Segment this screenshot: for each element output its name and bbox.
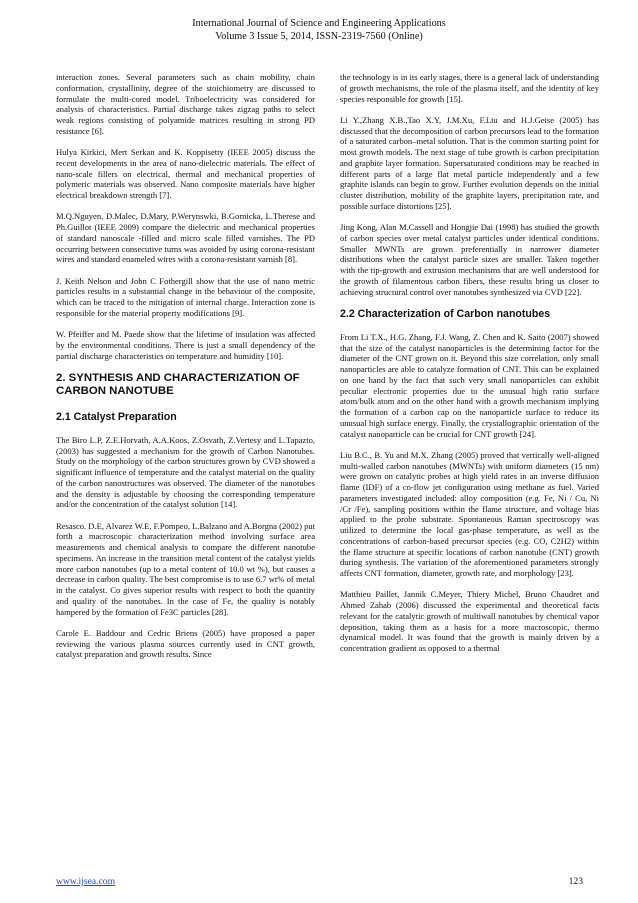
subsection-heading: 2.1 Catalyst Preparation xyxy=(56,410,177,423)
paragraph: the technology is in its early stages, there is a general lack of understanding of growth mechanisms, the role of the plasma itself, and the identity of key species responsible for growth [15]. xyxy=(340,72,599,104)
subsection-heading: 2.2 Characterization of Carbon nanotubes xyxy=(340,307,551,320)
page-number: 123 xyxy=(568,876,583,887)
paragraph: The Biro L.P, Z.E.Horvath, A.A.Koos, Z.Osvath, Z.Vertesy and L.Tapazto, (2003) has suggested a mechanism for the growth of Carbon Nanotubes. Study on the morphology of the carbon structures grown by CVD showed a significant influence of temperature and the catalyst material on the quality of the carbon nanostructures was observed. The diameter of the nanotubes and the density is adjustable by choosing the corresponding temperature and/or the concentration of the catalyst solution [14]. xyxy=(56,434,315,510)
journal-title: International Journal of Science and Engineering Applications xyxy=(192,18,446,29)
left-column xyxy=(56,72,315,671)
paragraph: J. Keith Nelson and John C Fothergill show that the use of nano metric particles results in a substantial change in the behaviour of the composite, which can be traced to the mitigation of internal charge. Interaction zone is responsible for the material property modifications [9]. xyxy=(56,275,315,318)
journal-issue: Volume 3 Issue 5, 2014, ISSN-2319-7560 (Online) xyxy=(215,31,423,42)
paragraph: Resasco. D.E, Alvarez W.E, F.Pompeo, L.Balzano and A.Borgna (2002) put forth a macroscopic characterization method involving surface area measurements and chemical analysis to compare the different nanotube specimens. An increase in the transition metal content of the catalyst yields more carbon nanotubes (up to a metal content of 10.0 wt %), but causes a decrease in carbon quality. The best compromise is to use 6.7 wt% of metal in the catalyst. Co gives superior results with respect to both the quantity and quality of the nanotubes. In the case of Fe, the quality is notably hampered by the formation of Fe3C particles [28]. xyxy=(56,520,315,617)
paragraph: Li Y.,Zhang X.B.,Tao X.Y, J.M.Xu, F.Liu and H.J.Geise (2005) has discussed that the decomposition of carbon precursors lead to the formation of a saturated carbon–metal solution. That is the common starting point for most growth models. The next stage of tube growth is carbon precipitation and graphite layer formation. Supersaturated conditions may be reached in different parts of a large flat metal particle independently and a few graphite islands can begin to grow. Further evolution depends on the initial cluster distribution, mobility of the graphite layers, precipitation rate, and possible surface distortions [25]. xyxy=(340,114,599,211)
journal-url-link[interactable]: www.ijsea.com xyxy=(56,876,116,887)
paragraph: Jing Kong, Alan M.Cassell and Hongjie Dai (1998) has studied the growth of carbon species over metal catalyst particles under identical conditions. Smaller MWNTs are grown preferentially in narrower diameter distributions when the catalyst particle sizes are smaller. Taken together with the tip-growth and extrusion mechanisms that are well understood for the growth of filamentous carbon fibers, these results bring us closer to achieving structural control over nanotubes synthesized via CVD [22]. xyxy=(340,222,599,297)
paragraph: W. Pfeiffer and M. Paede show that the lifetime of insulation was affected by the environmental conditions. There is just a small dependency of the partial discharge characteristics on temperature and humidity [10]. xyxy=(56,329,315,361)
page-header xyxy=(0,17,638,43)
paragraph: From Li T.X., H.G. Zhang, F.J. Wang, Z. Chen and K. Saito (2007) showed that the size of the catalyst nanoparticles is the determining factor for the diameter of the CNT grown on it. Beyond this size correlation, only small nanoparticles are able to catalyze formation of CNT. This can be explained on one hand by the fact that such very small nanoparticles can exhibit peculiar electronic properties due to the unusual high ratio surface atom/bulk atom and on the other hand with a growth mechanism implying the formation of a carbon cap on the nanoparticle surface to reduce its unusual high surface energy. Finally, the crystallographic orientation of the catalyst nanoparticle can be crucial for CNT growth [24]. xyxy=(340,331,599,439)
paragraph: Hulya Kirkici, Mert Serkan and K. Koppisetty (IEEE 2005) discuss the recent developments in the area of nano-dielectric materials. The effect of nano-scale fillers on electrical, thermal and mechanical properties of polymeric materials was observed. Nano composite materials have higher electrical breakdown strength [7]. xyxy=(56,147,315,200)
paragraph: Carole E. Baddour and Cedric Briens (2005) have proposed a paper reviewing the various plasma sources currently used in CNT growth, catalyst preparation and growth results. Since xyxy=(56,627,315,660)
page-footer xyxy=(56,876,583,887)
paragraph: interaction zones. Several parameters such as chain mobility, chain conformation, crystallinity, degree of the stoichiometry are discussed to formulate the multi-cored model. Triboelectricity was considered for analysis of characteristics. Partial discharge takes zigzag paths to select weak regions consisting of polyamide matrices resulting in strong PD resistance [6]. xyxy=(56,72,315,136)
paragraph: Matthieu Paillet, Jannik C.Meyer, Thiery Michel, Bruno Chaudret and Ahmed Zahab (2006) discussed the experimental and theoretical facts relevant for the catalytic growth of multiwall nanotubes by chemical vapor deposition, taking them as a basis for a more macroscopic, thermo dynamical model. It was found that the growth is mainly driven by a concentration gradient as opposed to a thermal xyxy=(340,589,599,653)
paragraph: M.Q.Nguyen, D.Malec, D.Mary, P.Werynswki, B.Gornicka, L.Therese and Ph.Guillot (IEEE 2009) compare the dielectric and mechanical properties of standard nanoscale -filled and micro scale filled varnishes. The PD occurring between consecutive turns was avoided by using corona-resistant wires and standard enameled wires with a corona-resistant varnish [8]. xyxy=(56,211,315,265)
right-column xyxy=(340,72,599,664)
paragraph: Liu B.C., B. Yu and M.X. Zhang (2005) proved that vertically well-aligned multi-walled carbon nanotubes (MWNTs) with uniform diameters (15 nm) were grown on catalytic probes at high yield rates in an inverse diffusion flame (IDF) of a co-flow jet configuration using methane as fuel. Varied parameters investigated included: alloy composition (e.g. Fe, Ni / Cu, Ni /Cr /Fe), sampling positions within the flame structure, and voltage bias applied to the probe substrate. Spontaneous Raman spectroscopy was utilized to determine the local gas-phase temperature, as well as the concentrations of carbon-based precursor species (e.g. CO, C2H2) within the flame structure at specific locations of carbon nanotube (CNT) growth during synthesis. The variation of the aforementioned parameters strongly affects CNT formation, diameter, growth rate, and morphology [23]. xyxy=(340,449,599,578)
section-heading: 2. SYNTHESIS AND CHARACTERIZATION OF CARBON NANOTUBE xyxy=(56,371,300,398)
